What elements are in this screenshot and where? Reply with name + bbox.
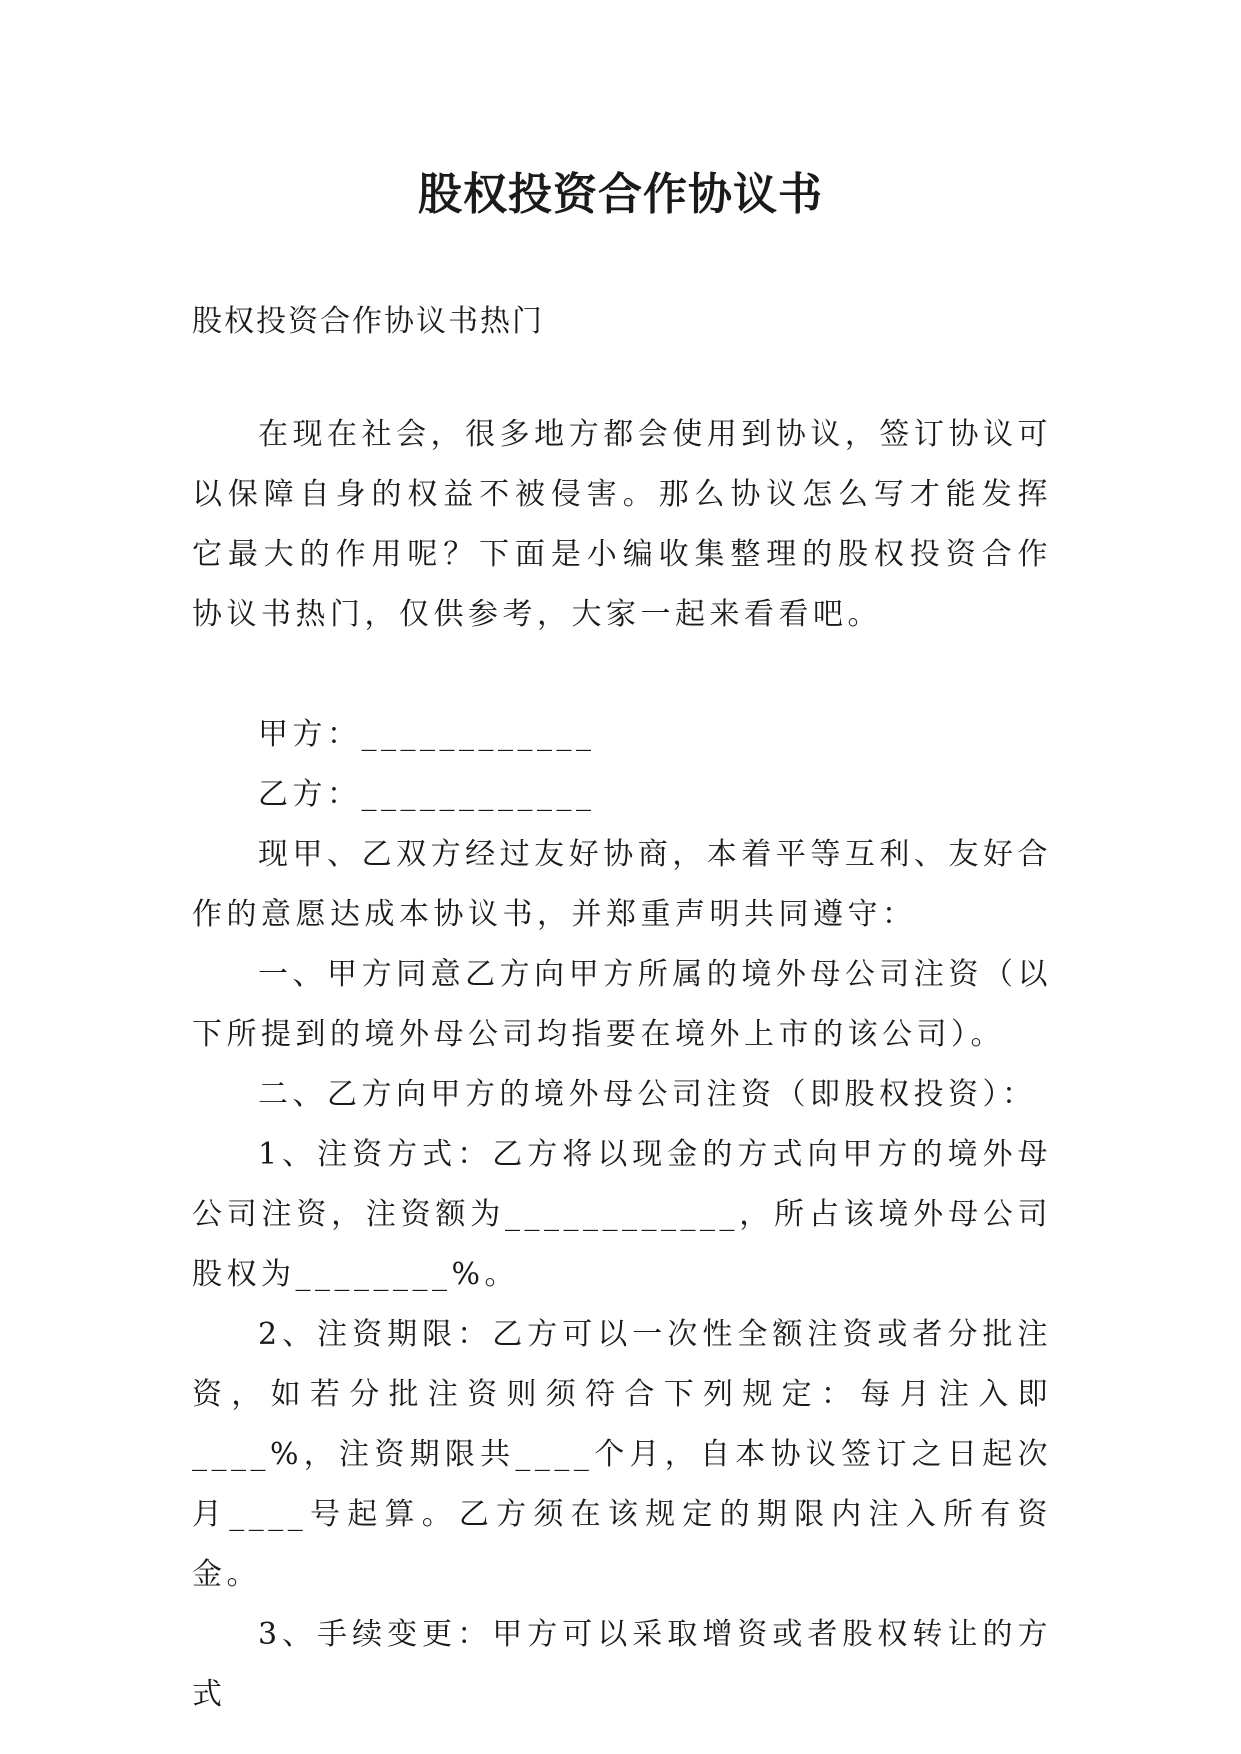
document-title: 股权投资合作协议书 (418, 169, 823, 220)
clause-2-item-2: 2、注资期限：乙方可以一次性全额注资或者分批注资，如若分批注资则须符合下列规定：每月注入即____%，注资期限共____个月，自本协议签订之日起次月____号起算。乙方须在该规定的期限内注入所有资金。 (192, 1317, 1052, 1592)
party-b-line: 乙方：____________ (258, 777, 596, 812)
agreement-preamble: 现甲、乙双方经过友好协商，本着平等互利、友好合作的意愿达成本协议书，并郑重声明共同遵守： (192, 837, 1052, 932)
document-body (192, 405, 1052, 1725)
document-subtitle: 股权投资合作协议书热门 (192, 304, 544, 339)
clause-2-item-1: 1、注资方式：乙方将以现金的方式向甲方的境外母公司注资，注资额为____________，所占该境外母公司股权为________%。 (192, 1137, 1052, 1292)
clause-1: 一、甲方同意乙方向甲方所属的境外母公司注资（以下所提到的境外母公司均指要在境外上市的该公司）。 (192, 957, 1052, 1052)
clause-2: 二、乙方向甲方的境外母公司注资（即股权投资）： (258, 1077, 1037, 1112)
intro-paragraph: 在现在社会，很多地方都会使用到协议，签订协议可以保障自身的权益不被侵害。那么协议怎么写才能发挥它最大的作用呢？下面是小编收集整理的股权投资合作协议书热门，仅供参考，大家一起来看看吧。 (192, 417, 1052, 632)
party-a-line: 甲方：____________ (258, 717, 596, 752)
clause-2-item-3: 3、手续变更：甲方可以采取增资或者股权转让的方式 (192, 1617, 1052, 1712)
paragraph-spacer (192, 645, 1052, 705)
